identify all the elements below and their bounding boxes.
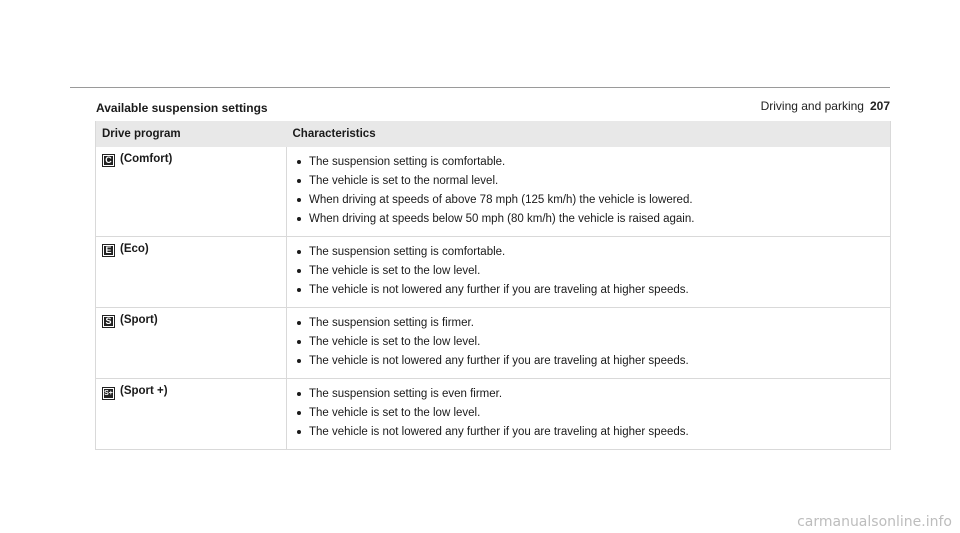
- list-item: When driving at speeds of above 78 mph (125 km/h) the vehicle is lowered.: [297, 191, 884, 210]
- suspension-settings-table: [95, 121, 891, 450]
- list-item: The vehicle is not lowered any further if you are traveling at higher speeds.: [297, 423, 884, 442]
- drive-program-cell: [96, 237, 287, 308]
- characteristics-cell: [287, 147, 891, 237]
- list-item: The suspension setting is comfortable.: [297, 153, 884, 172]
- drive-program-icon: S: [102, 315, 115, 328]
- drive-program-cell: [96, 308, 287, 379]
- characteristics-list: [297, 385, 884, 442]
- drive-program-icon: C: [102, 154, 115, 167]
- drive-program-label: (Sport): [120, 314, 158, 326]
- characteristics-cell: [287, 237, 891, 308]
- section-title: Available suspension settings: [96, 101, 268, 115]
- drive-program-label: (Eco): [120, 243, 149, 255]
- characteristics-cell: [287, 379, 891, 450]
- page-number: 207: [869, 99, 890, 113]
- characteristics-list: [297, 314, 884, 371]
- table-row: [96, 379, 891, 450]
- running-header: [700, 99, 890, 113]
- list-item: When driving at speeds below 50 mph (80 km/h) the vehicle is raised again.: [297, 210, 884, 229]
- list-item: The suspension setting is comfortable.: [297, 243, 884, 262]
- table-row: [96, 308, 891, 379]
- watermark: carmanualsonline.info: [797, 514, 952, 530]
- table-header-row: [96, 121, 891, 147]
- column-header-drive-program: Drive program: [96, 121, 287, 147]
- table-row: [96, 147, 891, 237]
- list-item: The vehicle is set to the low level.: [297, 333, 884, 352]
- column-header-characteristics: Characteristics: [287, 121, 891, 147]
- drive-program-cell: [96, 147, 287, 237]
- list-item: The vehicle is not lowered any further if you are traveling at higher speeds.: [297, 352, 884, 371]
- list-item: The suspension setting is even firmer.: [297, 385, 884, 404]
- table-row: [96, 237, 891, 308]
- list-item: The vehicle is set to the low level.: [297, 262, 884, 281]
- list-item: The suspension setting is firmer.: [297, 314, 884, 333]
- drive-program-label: (Sport +): [120, 385, 168, 397]
- list-item: The vehicle is set to the low level.: [297, 404, 884, 423]
- header-rule: [70, 87, 890, 88]
- drive-program-cell: [96, 379, 287, 450]
- drive-program-icon: S+: [102, 387, 115, 400]
- characteristics-list: [297, 243, 884, 300]
- drive-program-icon: E: [102, 244, 115, 257]
- drive-program-label: (Comfort): [120, 153, 173, 165]
- section-name: Driving and parking: [760, 99, 864, 113]
- list-item: The vehicle is set to the normal level.: [297, 172, 884, 191]
- characteristics-list: [297, 153, 884, 229]
- list-item: The vehicle is not lowered any further if you are traveling at higher speeds.: [297, 281, 884, 300]
- characteristics-cell: [287, 308, 891, 379]
